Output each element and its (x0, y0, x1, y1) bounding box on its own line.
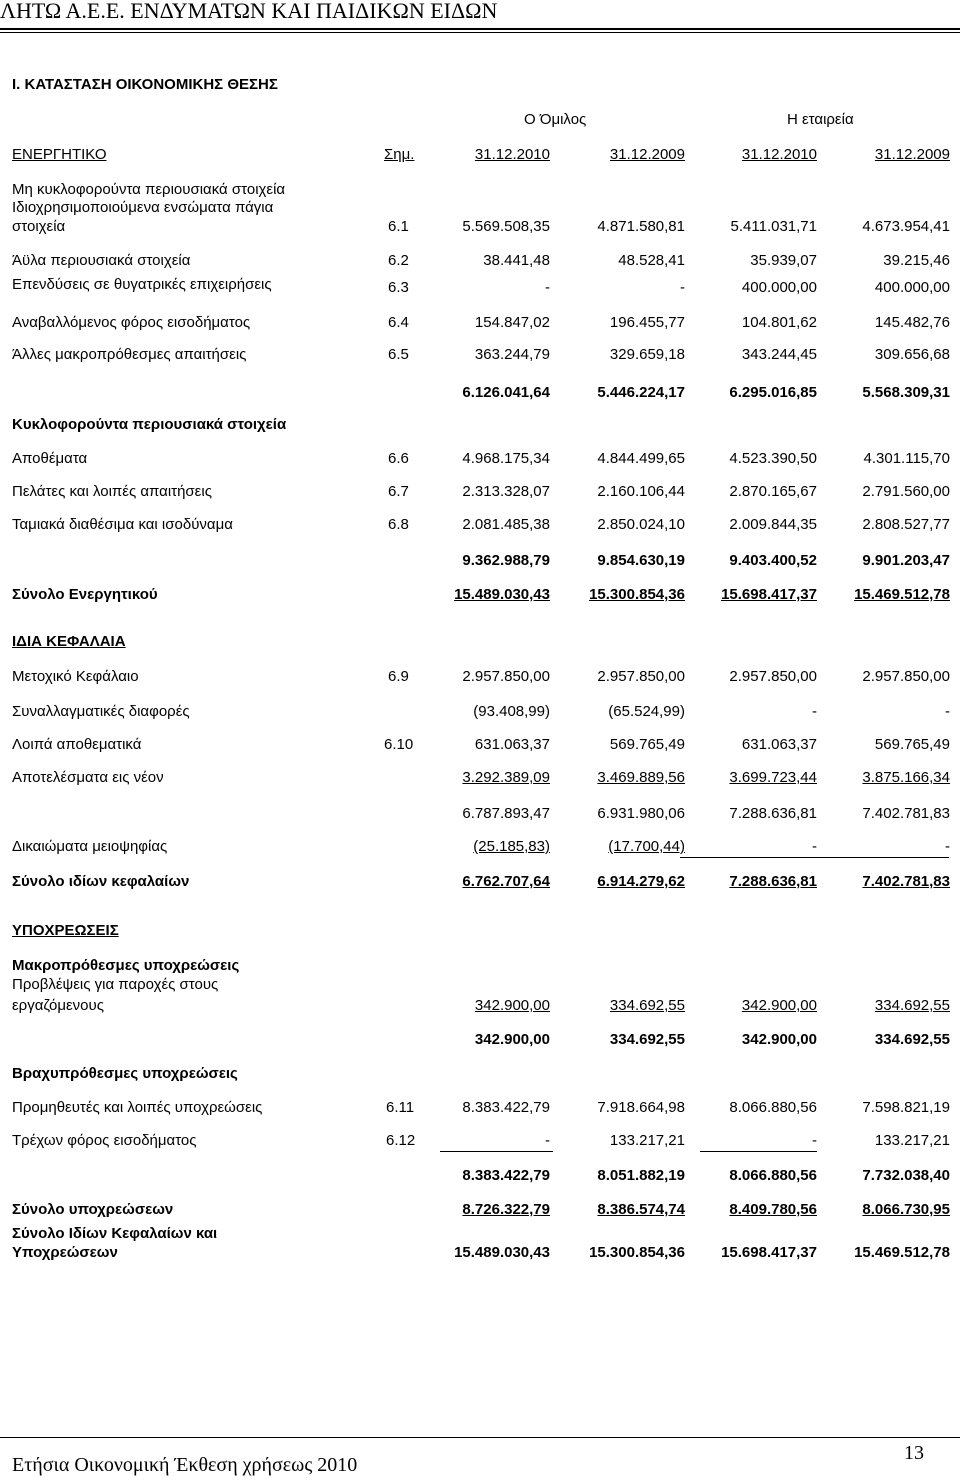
row-value: 4.523.390,50 (729, 450, 817, 467)
row-value: 3.699.723,44 (729, 769, 817, 786)
row-note: 6.2 (388, 252, 409, 269)
row-value: (17.700,44) (608, 838, 685, 855)
row-value: 4.871.580,81 (597, 218, 685, 235)
row-value: 400.000,00 (874, 279, 950, 296)
row-note: 6.3 (388, 279, 409, 296)
row-label: Δικαιώματα μειοψηφίας (12, 838, 168, 855)
row-label: Μετοχικό Κεφάλαιο (12, 668, 139, 685)
total-value: 15.698.417,37 (721, 586, 817, 603)
row-value: - (545, 279, 550, 296)
row-value: 2.009.844,35 (729, 516, 817, 533)
total-value: 8.066.730,95 (862, 1201, 950, 1218)
page-header (0, 0, 960, 40)
grand-total-value: 15.489.030,43 (454, 1244, 550, 1261)
row-value: 2.313.328,07 (462, 483, 550, 500)
total-value: 7.402.781,83 (862, 873, 950, 890)
company-header: Η εταιρεία (787, 111, 854, 128)
row-value: 4.968.175,34 (462, 450, 550, 467)
row-value: 154.847,02 (474, 314, 550, 331)
total-value: 8.409.780,56 (729, 1201, 817, 1218)
total-assets-label: Σύνολο Ενεργητικού (12, 586, 158, 603)
grand-total-label: Υποχρεώσεων (12, 1244, 118, 1261)
subtotal-value: 334.692,55 (874, 1031, 950, 1048)
row-value: 2.808.527,77 (862, 516, 950, 533)
row-note: 6.10 (384, 736, 414, 753)
row-value: 2.957.850,00 (862, 668, 950, 685)
total-value: 7.288.636,81 (729, 873, 817, 890)
subtotal-value: 9.403.400,52 (729, 552, 817, 569)
row-value: 133.217,21 (874, 1132, 950, 1149)
equity-heading: ΙΔΙΑ ΚΕΦΑΛΑΙΑ (12, 633, 126, 650)
row-value: 334.692,55 (609, 997, 685, 1014)
note-header: Σημ. (384, 146, 415, 163)
row-value: 4.301.115,70 (863, 450, 950, 467)
row-value: (65.524,99) (608, 703, 685, 720)
row-value: - (945, 838, 950, 855)
footer-text: Ετήσια Οικονομική Έκθεση χρήσεως 2010 (12, 1454, 358, 1476)
col-header-1: 31.12.2010 (474, 146, 550, 163)
row-label: Αναβαλλόμενος φόρος εισοδήματος (12, 314, 251, 331)
footer-rule (0, 1437, 960, 1438)
row-label: Αποθέματα (12, 450, 88, 467)
row-value: 2.957.850,00 (729, 668, 817, 685)
row-value: 2.870.165,67 (729, 483, 817, 500)
row-value: 2.160.106,44 (597, 483, 685, 500)
row-label: Τρέχων φόρος εισοδήματος (12, 1132, 197, 1149)
row-note: 6.6 (388, 450, 409, 467)
row-value: - (680, 279, 685, 296)
underline (816, 857, 949, 858)
subtotal-value: 342.900,00 (741, 1031, 817, 1048)
total-value: 8.726.322,79 (462, 1201, 550, 1218)
lt-heading: Μακροπρόθεσμες υποχρεώσεις (12, 957, 240, 974)
row-value: 2.957.850,00 (597, 668, 685, 685)
row-value: 5.411.031,71 (730, 218, 817, 235)
row-value: 7.598.821,19 (862, 1099, 950, 1116)
group-header: Ο Όμιλος (524, 111, 587, 128)
row-value: 3.469.889,56 (597, 769, 685, 786)
grand-total-value: 15.300.854,36 (589, 1244, 685, 1261)
noncurrent-heading: Μη κυκλοφορούντα περιουσιακά στοιχεία (12, 181, 286, 198)
row-note: 6.5 (388, 346, 409, 363)
underline (440, 1151, 553, 1152)
subtotal-value: 342.900,00 (474, 1031, 550, 1048)
row-value: - (812, 703, 817, 720)
row-label: Επενδύσεις σε θυγατρικές επιχειρήσεις (12, 276, 272, 293)
row-value: - (545, 1132, 550, 1149)
row-label: Συναλλαγματικές διαφορές (12, 703, 190, 720)
row-label: Άλλες μακροπρόθεσμες απαιτήσεις (12, 346, 247, 363)
grand-total-label: Σύνολο Ιδίων Κεφαλαίων και (12, 1225, 218, 1242)
row-value: (93.408,99) (473, 703, 550, 720)
total-value: 15.300.854,36 (589, 586, 685, 603)
current-heading: Κυκλοφορούντα περιουσιακά στοιχεία (12, 416, 287, 433)
col-header-4: 31.12.2009 (874, 146, 950, 163)
row-value: 104.801,62 (741, 314, 817, 331)
subtotal-value: 9.362.988,79 (462, 552, 550, 569)
row-label: Ταμιακά διαθέσιμα και ισοδύναμα (12, 516, 233, 533)
total-value: 8.386.574,74 (597, 1201, 685, 1218)
subtotal-value: 7.288.636,81 (729, 805, 817, 822)
company-title: ΛΗΤΩ Α.Ε.Ε. ΕΝΔΥΜΑΤΩΝ ΚΑΙ ΠΑΙΔΙΚΩΝ ΕΙΔΩΝ (0, 0, 498, 23)
row-value: 145.482,76 (874, 314, 950, 331)
col-header-3: 31.12.2010 (741, 146, 817, 163)
subtotal-value: 6.787.893,47 (462, 805, 550, 822)
subtotal-value: 9.854.630,19 (597, 552, 685, 569)
total-value: 15.489.030,43 (454, 586, 550, 603)
header-rule-thin (0, 32, 960, 33)
row-value: - (812, 838, 817, 855)
row-label: εργαζόμενους (12, 997, 104, 1014)
row-label: Αποτελέσματα εις νέον (12, 769, 164, 786)
row-value: 2.791.560,00 (862, 483, 950, 500)
subtotal-value: 7.732.038,40 (862, 1167, 950, 1184)
section-title: Ι. ΚΑΤΑΣΤΑΣΗ ΟΙΚΟΝΟΜΙΚΗΣ ΘΕΣΗΣ (12, 76, 278, 93)
grand-total-value: 15.698.417,37 (721, 1244, 817, 1261)
row-value: 8.383.422,79 (462, 1099, 550, 1116)
row-value: 3.292.389,09 (462, 769, 550, 786)
row-value: - (812, 1132, 817, 1149)
row-label: Ιδιοχρησιμοποιούμενα ενσώματα πάγια (12, 199, 274, 216)
header-rule (0, 28, 960, 30)
row-value: 400.000,00 (741, 279, 817, 296)
row-note: 6.8 (388, 516, 409, 533)
row-value: 4.844.499,65 (597, 450, 685, 467)
row-note: 6.4 (388, 314, 409, 331)
row-value: 5.569.508,35 (462, 218, 550, 235)
col-header-2: 31.12.2009 (609, 146, 685, 163)
row-value: 196.455,77 (609, 314, 685, 331)
row-note: 6.1 (388, 218, 409, 235)
row-value: 133.217,21 (609, 1132, 685, 1149)
row-value: 38.441,48 (483, 252, 550, 269)
row-value: 569.765,49 (874, 736, 950, 753)
row-value: 48.528,41 (618, 252, 685, 269)
subtotal-value: 6.931.980,06 (597, 805, 685, 822)
row-value: 7.918.664,98 (597, 1099, 685, 1116)
grand-total-value: 15.469.512,78 (854, 1244, 950, 1261)
row-value: 2.081.485,38 (462, 516, 550, 533)
row-value: 334.692,55 (874, 997, 950, 1014)
row-value: 3.875.166,34 (862, 769, 950, 786)
total-value: 6.762.707,64 (462, 873, 550, 890)
subtotal-value: 8.051.882,19 (597, 1167, 685, 1184)
row-label: Λοιπά αποθεματικά (12, 736, 142, 753)
row-value: (25.185,83) (473, 838, 550, 855)
row-label: Προμηθευτές και λοιπές υποχρεώσεις (12, 1099, 263, 1116)
row-value: 363.244,79 (474, 346, 550, 363)
row-value: 2.850.024,10 (597, 516, 685, 533)
subtotal-value: 5.568.309,31 (862, 384, 950, 401)
row-note: 6.11 (386, 1099, 415, 1116)
row-value: 329.659,18 (609, 346, 685, 363)
row-value: 4.673.954,41 (862, 218, 950, 235)
row-value: 39.215,46 (883, 252, 950, 269)
row-label: Άϋλα περιουσιακά στοιχεία (12, 252, 191, 269)
subtotal-value: 334.692,55 (609, 1031, 685, 1048)
row-note: 6.12 (386, 1132, 416, 1149)
row-value: 631.063,37 (741, 736, 817, 753)
subtotal-value: 9.901.203,47 (862, 552, 950, 569)
row-value: 35.939,07 (750, 252, 817, 269)
row-note: 6.7 (388, 483, 409, 500)
liabilities-heading: ΥΠΟΧΡΕΩΣΕΙΣ (12, 922, 119, 939)
total-liabilities-label: Σύνολο υποχρεώσεων (12, 1201, 174, 1218)
total-equity-label: Σύνολο ιδίων κεφαλαίων (12, 873, 190, 890)
subtotal-value: 8.066.880,56 (729, 1167, 817, 1184)
row-note: 6.9 (388, 668, 409, 685)
total-value: 15.469.512,78 (854, 586, 950, 603)
row-value: 342.900,00 (741, 997, 817, 1014)
subtotal-value: 5.446.224,17 (597, 384, 685, 401)
assets-heading: ΕΝΕΡΓΗΤΙΚΟ (12, 146, 107, 163)
underline (680, 857, 817, 858)
st-heading: Βραχυπρόθεσμες υποχρεώσεις (12, 1065, 238, 1082)
row-value: 8.066.880,56 (729, 1099, 817, 1116)
row-value: 343.244,45 (741, 346, 817, 363)
page-number: 13 (904, 1442, 924, 1464)
row-label: στοιχεία (12, 218, 66, 235)
subtotal-value: 7.402.781,83 (862, 805, 950, 822)
row-value: 342.900,00 (474, 997, 550, 1014)
subtotal-value: 6.126.041,64 (462, 384, 550, 401)
underline (700, 1151, 817, 1152)
row-value: 309.656,68 (874, 346, 950, 363)
row-value: 569.765,49 (609, 736, 685, 753)
row-label: Προβλέψεις για παροχές στους (12, 976, 219, 993)
subtotal-value: 8.383.422,79 (462, 1167, 550, 1184)
row-value: 631.063,37 (474, 736, 550, 753)
total-value: 6.914.279,62 (597, 873, 685, 890)
subtotal-value: 6.295.016,85 (729, 384, 817, 401)
row-value: 2.957.850,00 (462, 668, 550, 685)
row-label: Πελάτες και λοιπές απαιτήσεις (12, 483, 212, 500)
row-value: - (945, 703, 950, 720)
